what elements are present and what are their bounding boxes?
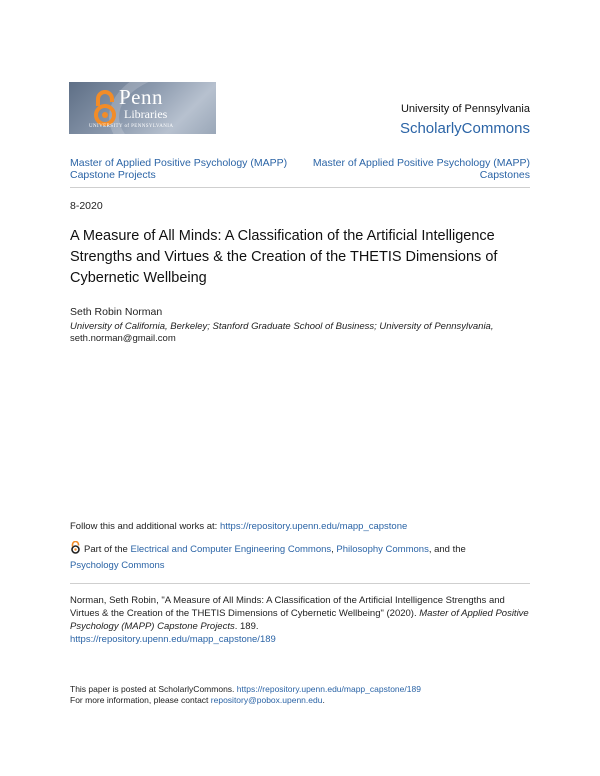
recommended-citation bbox=[70, 594, 530, 646]
part-of-line bbox=[70, 541, 530, 574]
logo-libraries-text: Libraries bbox=[124, 107, 168, 121]
part-of-prefix: Part of the bbox=[84, 544, 131, 555]
open-access-icon-small bbox=[70, 541, 81, 554]
open-access-icon bbox=[93, 90, 117, 126]
contact-end: . bbox=[322, 695, 325, 705]
contact-line bbox=[70, 695, 325, 705]
philosophy-commons-link[interactable]: Philosophy Commons bbox=[336, 544, 429, 555]
publication-date: 8-2020 bbox=[70, 200, 103, 212]
author-name: Seth Robin Norman bbox=[70, 306, 163, 318]
follow-text: Follow this and additional works at: bbox=[70, 521, 220, 532]
citation-journal: Master of Applied Positive Psychology (MAPP) Capstone Projects bbox=[70, 608, 529, 632]
posted-line bbox=[70, 684, 421, 694]
divider bbox=[70, 583, 530, 584]
part-of-sep1: , bbox=[331, 544, 337, 555]
citation-link[interactable]: https://repository.upenn.edu/mapp_capstone/189 bbox=[70, 634, 276, 645]
posted-text: This paper is posted at ScholarlyCommons. bbox=[70, 684, 237, 694]
scholarly-commons-link[interactable]: ScholarlyCommons bbox=[399, 120, 530, 137]
follow-line bbox=[70, 521, 407, 532]
breadcrumb-capstone-projects[interactable]: Master of Applied Positive Psychology (MAPP) Capstone Projects bbox=[70, 157, 288, 181]
author-affiliation: University of California, Berkeley; Stanford Graduate School of Business; University of Pennsylvania, bbox=[70, 321, 494, 332]
citation-number: . 189. bbox=[234, 621, 259, 632]
logo-upenn-text: UNIVERSITY of PENNSYLVANIA bbox=[89, 124, 174, 129]
divider bbox=[70, 187, 530, 188]
part-of-sep2: , and the bbox=[428, 544, 466, 555]
follow-link[interactable]: https://repository.upenn.edu/mapp_capstone bbox=[219, 521, 408, 532]
author-email: seth.norman@gmail.com bbox=[70, 333, 176, 344]
psychology-commons-link[interactable]: Psychology Commons bbox=[70, 560, 165, 571]
university-name: University of Pennsylvania bbox=[400, 103, 530, 115]
citation-text: Norman, Seth Robin, "A Measure of All Minds: A Classification of the Artificial Intelligence Strengths and Virtues & the Creation of the THETIS Dimensions of Cybernetic Wellbeing" (2020). bbox=[70, 595, 505, 619]
logo-penn-text: Penn bbox=[119, 85, 163, 109]
contact-text: For more information, please contact bbox=[70, 695, 211, 705]
ece-commons-link[interactable]: Electrical and Computer Engineering Commons bbox=[130, 544, 332, 555]
breadcrumb-capstones[interactable]: Master of Applied Positive Psychology (MAPP) Capstones bbox=[312, 157, 530, 181]
penn-libraries-logo bbox=[69, 82, 216, 134]
contact-email-link[interactable]: repository@pobox.upenn.edu bbox=[210, 695, 323, 705]
document-title: A Measure of All Minds: A Classification of the Artificial Intelligence Strengths and Virtues & the Creation of the THETIS Dimensions of Cybernetic Wellbeing bbox=[70, 228, 498, 286]
posted-link[interactable]: https://repository.upenn.edu/mapp_capstone/189 bbox=[236, 684, 421, 694]
